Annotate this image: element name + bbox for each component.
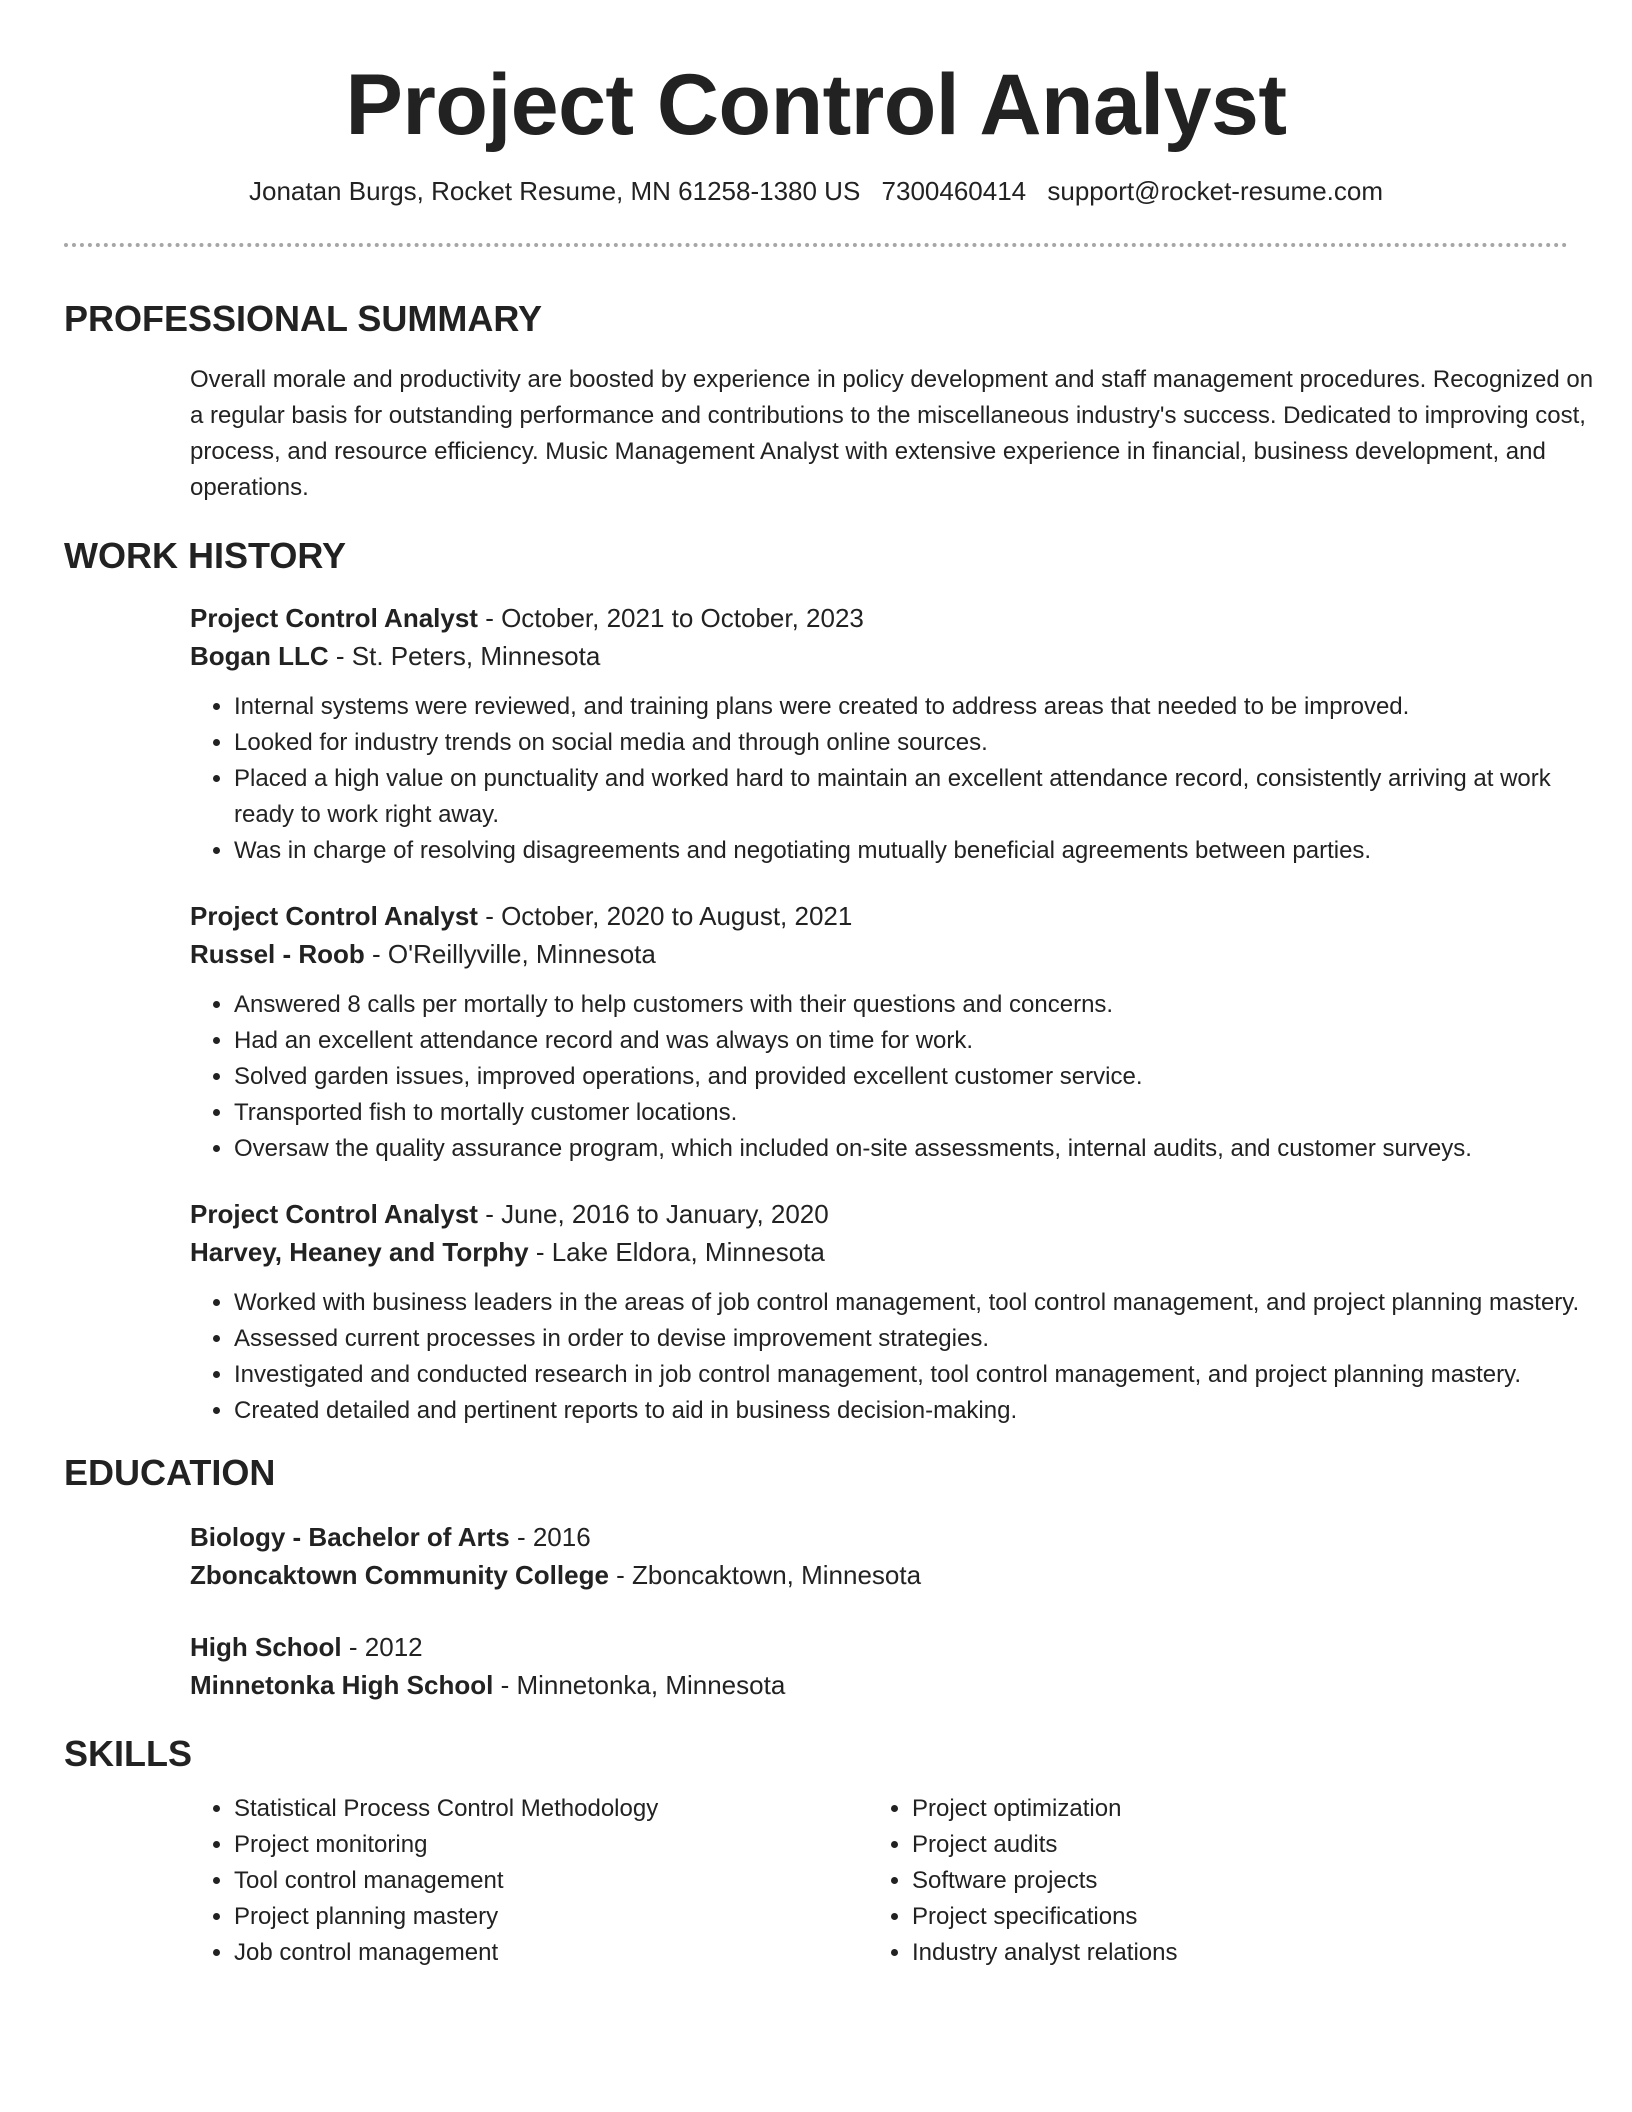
skill-item: • Project specifications xyxy=(912,1899,1546,1935)
job-company: Harvey, Heaney and Torphy xyxy=(190,1237,529,1268)
job-duty-item: • Answered 8 calls per mortally to help customers with their questions and concerns. xyxy=(234,987,1614,1023)
resume-title: Project Control Analyst xyxy=(345,57,1287,153)
skill-item: • Project audits xyxy=(912,1827,1546,1863)
education-degree-line xyxy=(190,1628,1568,1666)
job-location: - O'Reillyville, Minnesota xyxy=(364,939,656,970)
work-history-section xyxy=(64,534,1580,1429)
summary-heading: PROFESSIONAL SUMMARY xyxy=(64,297,543,339)
job-role-line xyxy=(190,1195,1568,1233)
job-duty-item: • Solved garden issues, improved operations, and provided excellent customer service. xyxy=(234,1059,1614,1095)
education-entry xyxy=(190,1518,1568,1594)
job-location: - St. Peters, Minnesota xyxy=(328,641,601,672)
skills-columns xyxy=(190,1791,1568,1971)
contact-phone: 7300460414 xyxy=(881,175,1027,206)
job-duty-item: • Worked with business leaders in the areas of job control management, tool control management, and project planning mastery. xyxy=(234,1285,1614,1321)
education-degree: High School xyxy=(190,1632,342,1663)
job-duties xyxy=(190,689,1614,869)
job-company-line xyxy=(190,637,1568,675)
education-entry xyxy=(190,1628,1568,1704)
skill-item: • Statistical Process Control Methodology xyxy=(234,1791,868,1827)
skill-item: • Project optimization xyxy=(912,1791,1546,1827)
job-role-line xyxy=(190,599,1568,637)
skills-column-left xyxy=(190,1791,868,1971)
job-company-line xyxy=(190,935,1568,973)
summary-section xyxy=(64,297,1594,506)
job-entry xyxy=(190,897,1568,1167)
job-duty-item: • Placed a high value on punctuality and worked hard to maintain an excellent attendance record, consistently arriving at work ready to work right away. xyxy=(234,761,1614,833)
job-duty-item: • Assessed current processes in order to devise improvement strategies. xyxy=(234,1321,1614,1357)
education-school: Zboncaktown Community College xyxy=(190,1560,609,1591)
job-duty-item: • Investigated and conducted research in job control management, tool control management, and project planning mastery. xyxy=(234,1357,1614,1393)
summary-text: Overall morale and productivity are boosted by experience in policy development and staff management procedures. Recognized on a regular basis for outstanding performance and contributions to the miscellaneous industry's success. Dedicated to improving cost, process, and resource efficiency. Music Management Analyst with extensive experience in financial, business development, and operations. xyxy=(190,365,1594,501)
education-year: - 2016 xyxy=(509,1522,591,1553)
job-company-line xyxy=(190,1233,1568,1271)
contact-line xyxy=(64,175,1568,209)
education-location: - Minnetonka, Minnesota xyxy=(493,1670,786,1701)
job-dates: - June, 2016 to January, 2020 xyxy=(477,1199,829,1230)
contact-address: Jonatan Burgs, Rocket Resume, MN 61258-1380 US xyxy=(248,175,861,206)
job-duty-item: • Looked for industry trends on social media and through online sources. xyxy=(234,725,1614,761)
skill-item: • Project monitoring xyxy=(234,1827,868,1863)
education-heading: EDUCATION xyxy=(64,1452,276,1494)
header-divider xyxy=(64,243,1568,247)
job-company: Bogan LLC xyxy=(190,641,329,672)
job-dates: - October, 2021 to October, 2023 xyxy=(477,603,864,634)
skill-item: • Tool control management xyxy=(234,1863,868,1899)
work-history-heading: WORK HISTORY xyxy=(64,534,347,576)
skill-item: • Project planning mastery xyxy=(234,1899,868,1935)
education-degree: Biology - Bachelor of Arts xyxy=(190,1522,510,1553)
skill-item: • Job control management xyxy=(234,1935,868,1971)
skills-heading: SKILLS xyxy=(64,1733,193,1775)
skill-item: • Industry analyst relations xyxy=(912,1935,1546,1971)
job-location: - Lake Eldora, Minnesota xyxy=(528,1237,825,1268)
skills-section xyxy=(64,1732,1568,1971)
education-school: Minnetonka High School xyxy=(190,1670,494,1701)
contact-email: support@rocket-resume.com xyxy=(1047,175,1384,206)
education-school-line xyxy=(190,1556,1568,1594)
job-role: Project Control Analyst xyxy=(190,603,478,634)
job-duty-item: • Transported fish to mortally customer locations. xyxy=(234,1095,1614,1131)
skill-item: • Software projects xyxy=(912,1863,1546,1899)
education-school-line xyxy=(190,1666,1568,1704)
job-dates: - October, 2020 to August, 2021 xyxy=(477,901,853,932)
education-section xyxy=(64,1451,1568,1704)
job-entry xyxy=(190,599,1568,869)
education-year: - 2012 xyxy=(341,1632,423,1663)
job-duty-item: • Oversaw the quality assurance program, which included on-site assessments, internal audits, and customer surveys. xyxy=(234,1131,1614,1167)
job-role: Project Control Analyst xyxy=(190,901,478,932)
job-company: Russel - Roob xyxy=(190,939,365,970)
job-duty-item: • Had an excellent attendance record and was always on time for work. xyxy=(234,1023,1614,1059)
job-role: Project Control Analyst xyxy=(190,1199,478,1230)
education-location: - Zboncaktown, Minnesota xyxy=(608,1560,922,1591)
job-role-line xyxy=(190,897,1568,935)
job-duties xyxy=(190,1285,1614,1429)
job-duty-item: • Created detailed and pertinent reports to aid in business decision-making. xyxy=(234,1393,1614,1429)
education-degree-line xyxy=(190,1518,1568,1556)
job-duties xyxy=(190,987,1614,1167)
job-duty-item: • Internal systems were reviewed, and training plans were created to address areas that needed to be improved. xyxy=(234,689,1614,725)
skills-column-right xyxy=(868,1791,1546,1971)
job-duty-item: • Was in charge of resolving disagreements and negotiating mutually beneficial agreements between parties. xyxy=(234,833,1614,869)
job-entry xyxy=(190,1195,1580,1429)
